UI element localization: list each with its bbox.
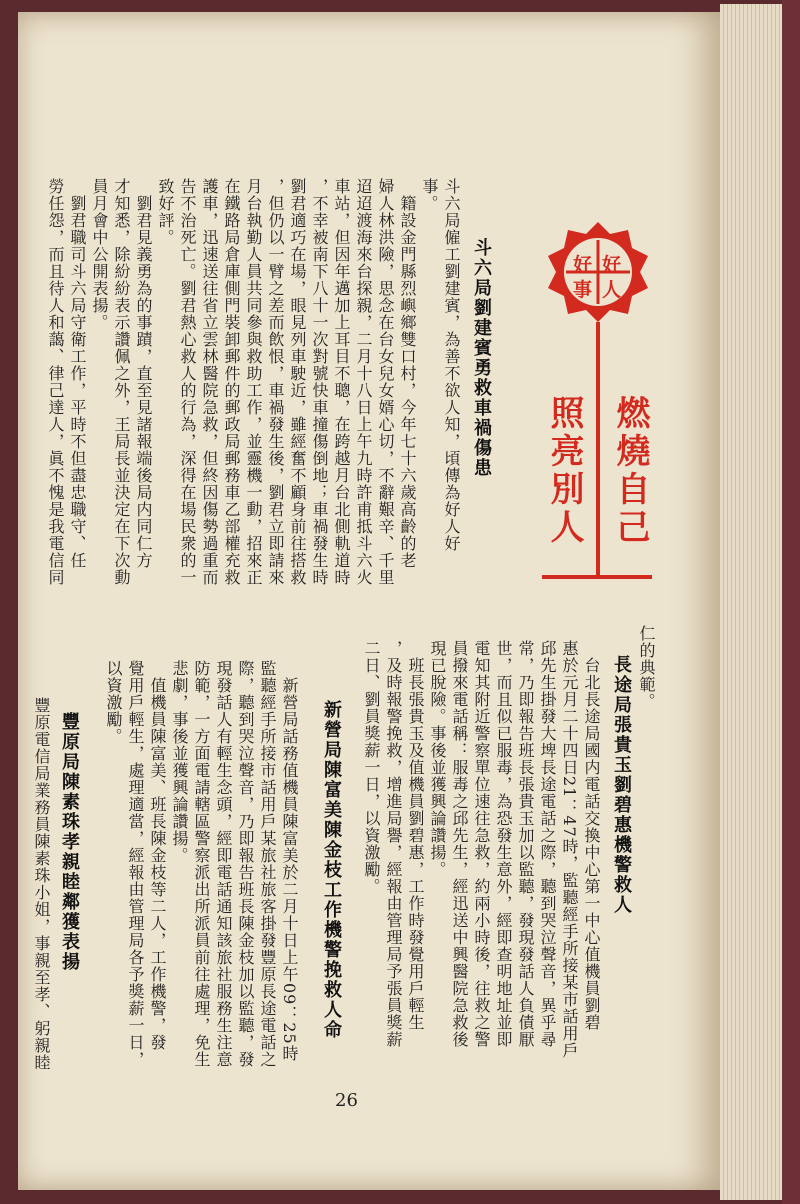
- text-column: 惠於元月二十四日21：47時，監聽經手所接某市話用戶: [560, 640, 579, 1059]
- text-column: 現已脫險。事後並獲興論讚揚。: [428, 640, 447, 878]
- text-column: 電知其附近警察單位速往急救，約兩小時後，往救之警: [472, 640, 491, 1048]
- text-column: 月台執勤人員共同參與救助工作，並靈機一動，招來正: [244, 178, 263, 586]
- text-column: 以資激勵。: [104, 660, 123, 745]
- text-column: 覺用戶輕生，處理適當，經報由管理局各予獎薪一日，: [126, 660, 145, 1068]
- section1-title: 斗六局劉建賓勇救車禍傷患: [471, 238, 492, 478]
- text-column: 劉君見義勇為的事蹟，直至見諸報端後局内同仁方: [134, 178, 153, 569]
- text-column: 員撥來電話稱：服毒之邱先生，經迅送中興醫院急救後: [450, 640, 469, 1048]
- section3-title: 新營局陳富美陳金枝工作機警挽救人命: [321, 700, 342, 1040]
- slogan-line-2: 照亮別人: [544, 395, 584, 547]
- text-column: 事。: [420, 178, 439, 212]
- section4-title: 豐原局陳素珠孝親睦鄰獲表揚: [59, 712, 80, 972]
- section2-pre: 仁的典範。: [637, 625, 656, 710]
- text-column: 在鐵路局倉庫側門裝卸郵件的郵政局郵務車乙部權充救: [222, 178, 241, 586]
- emblem-seal: [548, 222, 648, 322]
- text-column: 豐原電信局業務員陳素珠小姐，事親至孝、躬親睦: [32, 680, 51, 1071]
- text-column: ，及時報警挽救，增進局譽，經報由管理局予張員獎薪: [384, 640, 403, 1048]
- emblem-char-bl: 事: [573, 279, 593, 301]
- text-column: 悲劇，事後並獲興論讚揚。: [170, 660, 189, 864]
- text-column: 迢迢渡海來台探親，二月十八日上午九時許甫抵斗六火: [354, 178, 373, 586]
- slogan-line-1: 燃燒自己: [610, 395, 650, 547]
- text-column: 班長張貴玉及值機員劉碧惠，工作時發覺用戶輕生: [406, 640, 425, 1031]
- text-column: 劉君適巧在場，眼見列車駛近，雖經奮不顧身前往搭救: [288, 178, 307, 586]
- text-column: 監聽經手所接市話用戶某旅社旅客掛發豐原長途電話之: [258, 660, 277, 1068]
- text-column: 車站，但因年邁加上耳目不聰，在跨越月台北側軌道時: [332, 178, 351, 586]
- text-column: 二日、劉員獎薪一日，以資激勵。: [362, 640, 381, 895]
- text-column: 劉君職司斗六局守衛工作，平時不但盡忠職守、任: [68, 178, 87, 569]
- text-column: 世，而且似已服毒，為恐發生意外，經即查明地址並即: [494, 640, 513, 1048]
- text-column: ，但仍以一臂之差而飲恨，車禍發生後，劉君立即請來: [266, 178, 285, 586]
- text-column: 致好評。: [156, 178, 175, 246]
- text-column: 員月會中公開表揚。: [90, 178, 109, 331]
- text-column: 值機員陳富美、班長陳金枝等二人，工作機警，發: [148, 660, 167, 1051]
- text-column: 籍設金門縣烈嶼鄉雙口村，今年七十六歲高齡的老: [398, 178, 417, 569]
- emblem-char-tl: 好: [573, 254, 593, 276]
- text-column: 告不治死亡。劉君熱心救人的行為，深得在場民衆的一: [178, 178, 197, 586]
- text-column: 常，乃即報告班長張貴玉加以監聽，發現發話人負債厭: [516, 640, 535, 1048]
- page-number: 26: [335, 1090, 358, 1111]
- text-column: 邱先生掛發大埤長途電話之際，聽到哭泣聲音，異乎尋: [538, 640, 557, 1048]
- text-column: 勞任怨，而且待人和藹、律己達人，眞不愧是我電信同: [46, 178, 65, 586]
- text-column: 婦人林洪險，思念在台女兒女婿心切，不辭艱辛、千里: [376, 178, 395, 586]
- section2-title: 長途局張貴玉劉碧惠機警救人: [611, 655, 632, 915]
- text-column: ，不幸被南下八十一次對號快車撞傷倒地；車禍發生時: [310, 178, 329, 586]
- text-column: 新營局話務值機員陳富美於二月十日上午09：25時: [280, 660, 299, 1062]
- text-column: 台北長途局國内電話交換中心第一中心值機員劉碧: [582, 640, 601, 1031]
- text-column: 斗六局僱工劉建賓，為善不欲人知，頃傳為好人好: [442, 178, 461, 552]
- text-column: 防範，一方面電請轄區警察派出所派員前往處理，免生: [192, 660, 211, 1068]
- emblem-base: [542, 575, 652, 579]
- book-cover: [782, 0, 800, 1204]
- text-column: 現發話人有輕生念頭，經即電話通知該旅社服務生注意: [214, 660, 233, 1068]
- emblem-char-br: 人: [602, 279, 622, 301]
- text-column: 才知悉，除紛紛表示讚佩之外，王局長並決定在下次動: [112, 178, 131, 586]
- text-column: 護車，迅速送往省立雲林醫院急救，但終因傷勢過重而: [200, 178, 219, 586]
- emblem-pole: [596, 322, 600, 577]
- text-column: 際，聽到哭泣聲音，乃即報告班長陳金枝加以監聽，發: [236, 660, 255, 1068]
- emblem-char-tr: 好: [602, 254, 622, 276]
- page-edges: [720, 4, 782, 1200]
